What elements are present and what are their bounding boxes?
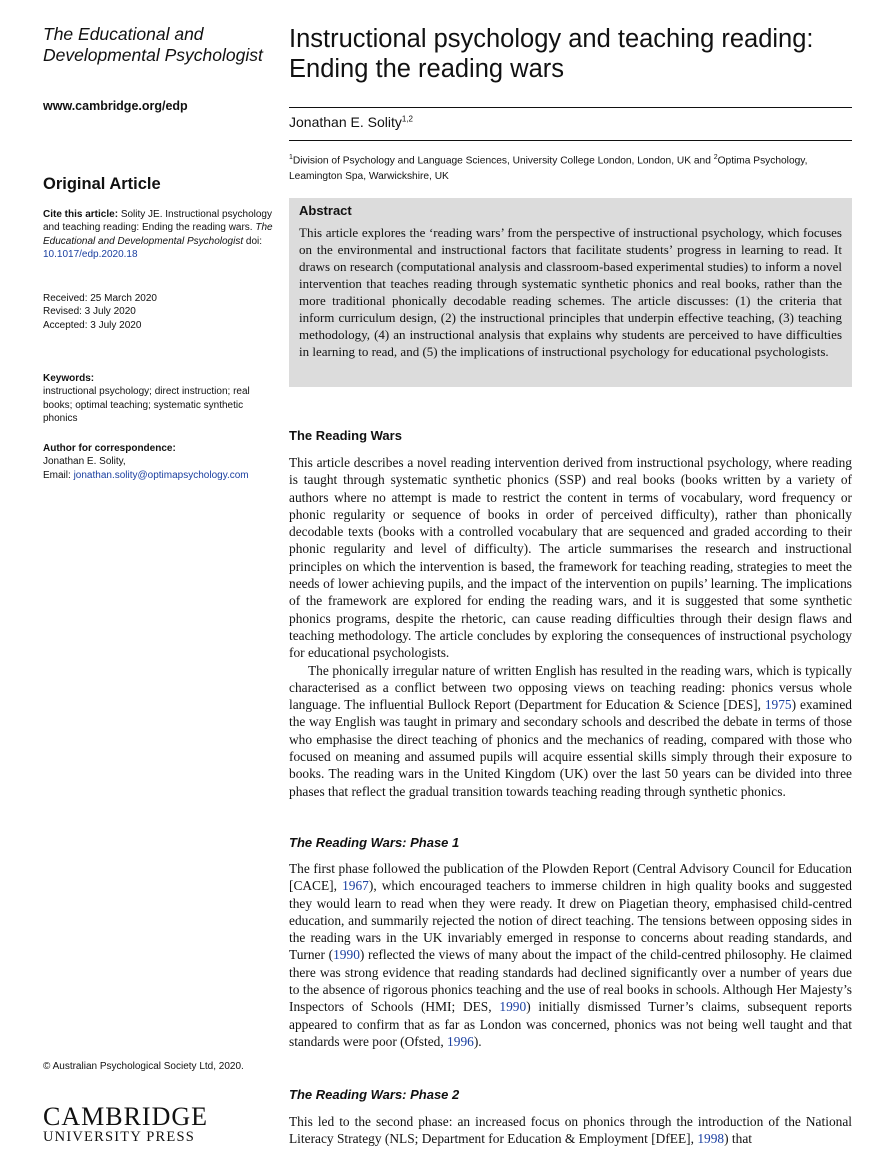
revised-date: Revised: 3 July 2020 (43, 306, 136, 318)
paragraph: This article describes a novel reading intervention derived from instructional psychology, where reading is taught through systematic synthetic phonics (SSP) and real books (books written by a variety of authors where no attempt is made to restrict the content in terms of vocabulary, word frequency or phonic regularity or sequence of books in order of perceived difficulty), rather than phonically decodable texts (books with a controlled vocabulary that are sequenced and graded according to their phonic regularity and level of difficulty). The article summarises the research and instructional principles on which the intervention is based, the framework for teaching reading, strategies to meet the needs of lower achieving pupils, and the impact of the intervention on pupils’ learning. The implications of the framework are explored for ending the reading wars, and it is suggested that some synthetic phonics programs, despite the rhetoric, can cause reading difficulties through their design flaws and teaching methodology. The article concludes by exploring the consequences of instructional psychology for educational psychologists. (289, 455, 852, 661)
subheading-phase-2: The Reading Wars: Phase 2 (289, 1087, 460, 1102)
section-body-phase-2 (289, 1113, 852, 1148)
citation-link[interactable]: 1967 (342, 878, 369, 894)
citation-link[interactable]: 1990 (333, 947, 360, 963)
paragraph: The first phase followed the publication of the Plowden Report (Central Advisory Council for Education [CACE], 1967), which encouraged teachers to immerse children in high quality books and suggested they would learn to read when they were ready. It drew on Piagetian theory, emphasised child-centred education, and summarily rejected the notion of direct teaching. The tensions between opposing sides in the reading wars in the UK invariably emerged in response to concerns about reading standards, and Turner (1990) reflected the views of many about the impact of the child-centred philosophy. He claimed there was strong evidence that reading standards had declined significantly over a number of years due to the absence of rigorous phonics teaching and the use of real books in schools. Although Her Majesty’s Inspectors of Schools (HMI; DES, 1990) initially dismissed Turner’s claims, subsequent reports appeared to confirm that as far as London was concerned, phonics was not being well taught and that standards were poor (Ofsted, 1996). (289, 861, 852, 1049)
journal-name: The Educational and Developmental Psychologist (43, 24, 263, 65)
main-content (289, 24, 853, 1147)
cite-block: Cite this article: Solity JE. Instructional psychology and teaching reading: Ending the reading wars. The Educational and Developmental Psychologist doi: 10.1017/edp.2020.18 (43, 209, 273, 261)
keywords-block: Keywords: instructional psychology; direct instruction; real books; optimal teaching; systematic synthetic phonics (43, 372, 268, 426)
article-type: Original Article (43, 175, 161, 193)
sidebar (43, 24, 275, 481)
received-date: Received: 25 March 2020 (43, 293, 157, 304)
paragraph: This led to the second phase: an increased focus on phonics through the introduction of the National Literacy Strategy (NLS; Department for Education & Employment [DfEE], 1998) that (289, 1114, 852, 1147)
abstract-heading: Abstract (299, 203, 352, 218)
citation-link[interactable]: 1998 (697, 1131, 725, 1147)
journal-url[interactable]: www.cambridge.org/edp (43, 99, 188, 113)
citation-link[interactable]: 1975 (764, 697, 792, 713)
author-rule (289, 140, 852, 141)
accepted-date: Accepted: 3 July 2020 (43, 319, 142, 331)
cambridge-logo: CAMBRIDGE UNIVERSITY PRESS (43, 1102, 209, 1145)
dates-block (43, 292, 157, 332)
copyright: © Australian Psychological Society Ltd, 2020. (43, 1061, 244, 1072)
section-body-phase-1 (289, 860, 852, 1050)
correspondence-block: Author for correspondence: Jonathan E. Solity, Email: jonathan.solity@optimapsychology.com (43, 442, 275, 482)
abstract-text: This article explores the ‘reading wars’ from the perspective of instructional psychology, which focuses on the environmental and instructional factors that facilitate students’ progress in learning to read. It draws on research (computational analysis and classroom-based experimental studies) to inform a novel intervention that teaches reading through systematic synthetic phonics and real books, rather than the more traditional phonically decodable reading schemes. The article discusses: (1) the criteria that inform curriculum design, (2) the instructional principles that underpin effective teaching, (3) teaching methodology, (4) an instructional analysis that explains why students are perceived to have difficulties in learning to read, and (5) the implications of instructional psychology for educational psychologists. (299, 225, 842, 359)
author-line: Jonathan E. Solity$^{1,2}$ (289, 114, 413, 130)
section-body-reading-wars (289, 454, 852, 800)
section-heading-reading-wars: The Reading Wars (289, 428, 402, 443)
citation-link[interactable]: 1996 (447, 1033, 474, 1049)
keywords-text: instructional psychology; direct instruction; real books; optimal teaching; systematic synthetic phonics (43, 386, 250, 425)
title-rule (289, 107, 852, 108)
correspondence-name: Jonathan E. Solity, (43, 456, 126, 468)
paragraph: The phonically irregular nature of written English has resulted in the reading wars, which is typically characterised as a conflict between two opposing views on teaching reading: phonics versus whole language. The influential Bullock Report (Department for Education & Science [DES], 1975) examined the way English was taught in primary and secondary schools and described the debate in terms of those who emphasise the direct teaching of phonics and the mechanics of reading, compared with those who focused on meaning and assumed pupils will acquire essential skills simply through their exposure to books. The reading wars in the United Kingdom (UK) over the last 50 years can be divided into three phases that reflect the gradual transition towards teaching reading through synthetic phonics. (289, 662, 853, 799)
citation-link[interactable]: 1990 (499, 999, 527, 1015)
article-title: Instructional psychology and teaching reading: Ending the reading wars (289, 25, 814, 83)
email-link[interactable]: jonathan.solity@optimapsychology.com (73, 469, 249, 481)
abstract-box (289, 198, 852, 387)
doi-link[interactable]: 10.1017/edp.2020.18 (43, 249, 138, 261)
affiliation: $^1$Division of Psychology and Language Sciences, University College London, London, UK and $^2$Optima Psychology, Leamington Spa, Warwickshire, UK (289, 154, 808, 183)
subheading-phase-1: The Reading Wars: Phase 1 (289, 835, 460, 850)
